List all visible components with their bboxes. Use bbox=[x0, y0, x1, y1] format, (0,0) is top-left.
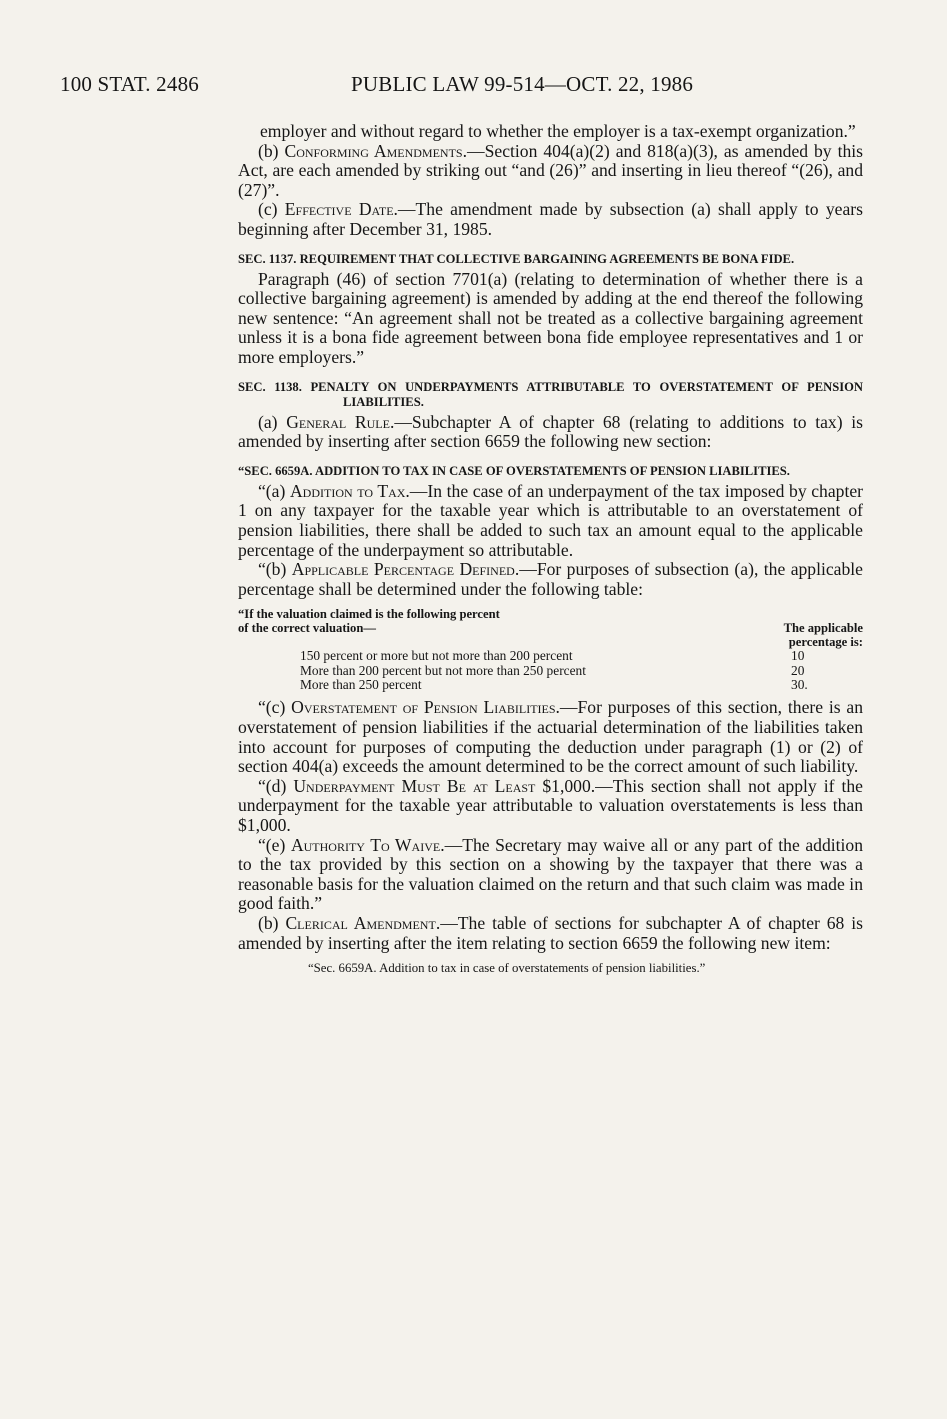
clerical-amendment-paragraph: (b) Clerical Amendment.—The table of sections for subchapter A of chapter 68 is amended by inserting after the item relating to section 6659 the following new item: bbox=[238, 912, 863, 953]
table-cell-condition: 150 percent or more but not more than 200 percent bbox=[300, 648, 573, 664]
applicable-percentage-paragraph: “(b) Applicable Percentage Defined.—For purposes of subsection (a), the applicable percentage shall be determined under the following table: bbox=[238, 559, 863, 599]
authority-heading: Authority To Waive bbox=[290, 834, 441, 855]
table-row bbox=[238, 649, 863, 663]
stat-page-number: 100 STAT. 2486 bbox=[60, 72, 199, 96]
percentage-table bbox=[238, 607, 863, 692]
body-text bbox=[238, 122, 863, 976]
overstatement-heading: Overstatement of Pension Liabilities bbox=[291, 697, 556, 718]
new-item-quote: “Sec. 6659A. Addition to tax in case of overstatements of pension liabilities.” bbox=[308, 961, 706, 976]
addition-heading: Addition to Tax bbox=[289, 480, 406, 501]
table-row bbox=[238, 664, 863, 678]
effective-date-paragraph: (c) Effective Date.—The amendment made by subsection (a) shall apply to years beginning after December 31, 1985. bbox=[238, 199, 863, 239]
table-header-right: The applicable percentage is: bbox=[783, 621, 863, 650]
section-1137-text: Paragraph (46) of section 7701(a) (relating to determination of whether there is a collective bargaining agreement) is amended by adding at the end thereof the following new sentence: “An agreement shall not be treated as a collective bargaining agreement unless it is a bona fide agreement between bona fide employee representatives and 1 or more employers.” bbox=[238, 268, 863, 367]
effective-heading: Effective Date bbox=[284, 199, 394, 220]
conforming-amendments-paragraph: (b) Conforming Amendments.—Section 404(a)(2) and 818(a)(3), as amended by this Act, are each amended by striking out “and (26)” and inserting in lieu thereof “(26), and (27)”. bbox=[238, 140, 863, 200]
underpayment-heading: Underpayment Must Be at Least bbox=[293, 775, 536, 796]
section-1137-heading: SEC. 1137. REQUIREMENT THAT COLLECTIVE BARGAINING AGREEMENTS BE BONA FIDE. bbox=[238, 251, 795, 266]
table-cell-percentage: 30. bbox=[791, 677, 808, 693]
section-1138-heading: SEC. 1138. PENALTY ON UNDERPAYMENTS ATTRIBUTABLE TO OVERSTATEMENT OF PENSION LIABILITIES. bbox=[238, 379, 863, 409]
section-6659a-heading: “SEC. 6659A. ADDITION TO TAX IN CASE OF OVERSTATEMENTS OF PENSION LIABILITIES. bbox=[238, 463, 790, 478]
general-rule-paragraph: (a) General Rule.—Subchapter A of chapter 68 (relating to additions to tax) is amended by inserting after section 6659 the following new section: bbox=[238, 411, 863, 452]
table-cell-condition: More than 250 percent bbox=[300, 677, 422, 693]
applicable-heading: Applicable Percentage Defined bbox=[291, 559, 515, 580]
table-cell-percentage: 10 bbox=[791, 648, 805, 664]
general-rule-heading: General Rule bbox=[286, 411, 390, 432]
authority-paragraph: “(e) Authority To Waive.—The Secretary may waive all or any part of the addition to the tax provided by this section on a showing by the taxpayer that there was a reasonable basis for the valuation claimed on the return and that such claim was made in good faith.” bbox=[238, 834, 864, 914]
clerical-heading: Clerical Amendment bbox=[285, 912, 436, 933]
conforming-heading: Conforming Amendments bbox=[284, 140, 463, 161]
overstatement-paragraph: “(c) Overstatement of Pension Liabilities.—For purposes of this section, there is an overstatement of pension liabilities if the actuarial determination of the liabilities taken into account for purposes of computing the deduction under paragraph (1) or (2) of section 404(a) exceeds the amount determined to be the correct amount of such liability. bbox=[238, 697, 864, 777]
continued-paragraph: employer and without regard to whether the employer is a tax-exempt organization.” bbox=[260, 121, 856, 141]
table-cell-condition: More than 200 percent but not more than 250 percent bbox=[300, 662, 586, 678]
table-row bbox=[238, 678, 863, 692]
table-cell-percentage: 20 bbox=[791, 662, 805, 678]
table-header bbox=[238, 607, 863, 649]
underpayment-paragraph: “(d) Underpayment Must Be at Least $1,000.—This section shall not apply if the underpayment for the taxable year attributable to valuation overstatements is less than $1,000. bbox=[238, 775, 863, 836]
addition-to-tax-paragraph: “(a) Addition to Tax.—In the case of an underpayment of the tax imposed by chapter 1 on any taxpayer for the taxable year which is attributable to an overstatement of pension liabilities, there shall be added to such tax an amount equal to the applicable percentage of the underpayment so attributable. bbox=[238, 480, 864, 560]
law-title-date: PUBLIC LAW 99-514—OCT. 22, 1986 bbox=[351, 72, 694, 96]
table-header-left: “If the valuation claimed is the following percent of the correct valuation— bbox=[238, 607, 500, 636]
